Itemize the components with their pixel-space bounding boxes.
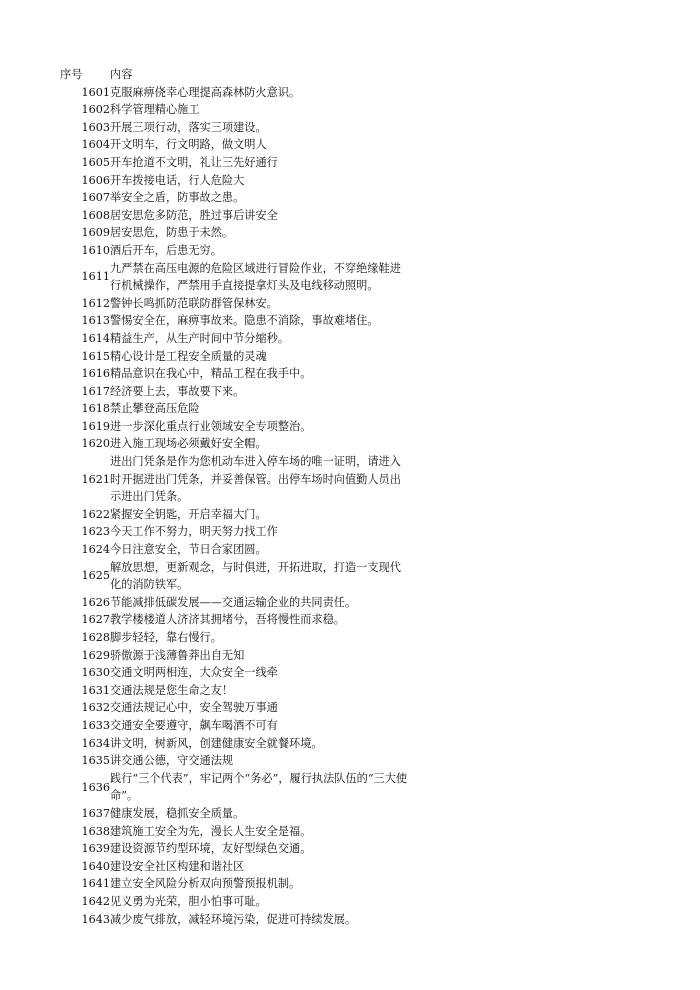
- row-number: 1618: [81, 402, 110, 416]
- row-number: 1608: [81, 208, 110, 222]
- table-row: [60, 295, 410, 313]
- row-content: 开展三项行动，落实三项建设。: [110, 120, 267, 134]
- row-number: 1623: [81, 525, 110, 539]
- row-number: 1637: [81, 806, 110, 820]
- table-row: [60, 858, 410, 876]
- row-content: 解放思想，更新观念，与时俱进，开拓进取，打造一支现代化的消防铁军。: [110, 560, 401, 592]
- table-row: [60, 699, 410, 717]
- header-content: 内容: [110, 68, 133, 81]
- row-content: 建设资源节约型环境，友好型绿色交通。: [110, 842, 312, 856]
- row-number: 1635: [81, 754, 110, 768]
- row-content: 健康发展，稳抓安全质量。: [110, 806, 245, 820]
- row-number: 1626: [81, 595, 110, 609]
- row-content: 酒后开车，后患无穷。: [110, 243, 222, 257]
- row-number: 1605: [81, 155, 110, 169]
- table-body: [60, 84, 410, 929]
- row-number: 1602: [81, 103, 110, 117]
- row-number: 1629: [81, 648, 110, 662]
- table-row: [60, 224, 410, 242]
- row-content: 九严禁在高压电源的危险区域进行冒险作业，不穿绝缘鞋进行机械操作，严禁用手直接提拿灯头及电线移动照明。: [110, 261, 401, 293]
- row-number: 1604: [81, 138, 110, 152]
- row-number: 1641: [81, 877, 110, 891]
- row-content: 建设安全社区构建和谐社区: [110, 859, 245, 873]
- table-row: [60, 805, 410, 823]
- row-number: 1614: [81, 331, 110, 345]
- row-number: 1615: [81, 349, 110, 363]
- row-number: 1625: [81, 569, 110, 583]
- table-row: [60, 594, 410, 612]
- row-content: 开车拨接电话，行人危险大: [110, 173, 245, 187]
- table-row: [60, 682, 410, 700]
- row-content: 交通安全要遵守，飙车喝酒不可有: [110, 718, 278, 732]
- table-row: [60, 541, 410, 559]
- table-row: [60, 136, 410, 154]
- row-number: 1617: [81, 384, 110, 398]
- row-content: 见义勇为光荣，胆小怕事可耻。: [110, 894, 267, 908]
- row-number: 1633: [81, 718, 110, 732]
- row-content: 经济要上去，事故要下来。: [110, 384, 245, 398]
- table-row: [60, 506, 410, 524]
- table-row: [60, 893, 410, 911]
- row-content: 交通文明两相连，大众安全一线牵: [110, 666, 278, 680]
- table-row: [60, 717, 410, 735]
- row-number: 1636: [81, 780, 110, 794]
- table-header-row: [60, 66, 410, 84]
- row-content: 进一步深化重点行业领域安全专项整治。: [110, 419, 312, 433]
- row-number: 1621: [81, 472, 110, 486]
- row-content: 骄傲源于浅薄鲁莽出自无知: [110, 648, 245, 662]
- table-row: [60, 770, 410, 805]
- table-row: [60, 172, 410, 190]
- row-number: 1639: [81, 842, 110, 856]
- row-content: 交通法规是您生命之友！: [110, 683, 234, 697]
- table-row: [60, 348, 410, 366]
- table-row: [60, 84, 410, 102]
- row-number: 1620: [81, 437, 110, 451]
- row-number: 1631: [81, 683, 110, 697]
- row-content: 践行“三个代表”，牢记两个“务必”，履行执法队伍的“三大使命”。: [110, 771, 408, 803]
- row-number: 1622: [81, 507, 110, 521]
- table-row: [60, 260, 410, 295]
- row-content: 节能减排低碳发展——交通运输企业的共同责任。: [110, 595, 357, 609]
- row-content: 科学管理精心施工: [110, 103, 200, 117]
- row-number: 1609: [81, 226, 110, 240]
- row-content: 建筑施工安全为先，漫长人生安全是福。: [110, 824, 312, 838]
- row-content: 举安全之盾，防事故之患。: [110, 191, 245, 205]
- row-number: 1616: [81, 367, 110, 381]
- table-row: [60, 383, 410, 401]
- table-row: [60, 629, 410, 647]
- row-content: 精心设计是工程安全质量的灵魂: [110, 349, 267, 363]
- table-row: [60, 207, 410, 225]
- row-content: 警惕安全在，麻痹事故来。隐患不消除，事故难堵住。: [110, 314, 379, 328]
- row-number: 1619: [81, 419, 110, 433]
- row-number: 1628: [81, 631, 110, 644]
- row-content: 精益生产，从生产时间中节分缩秒。: [110, 331, 290, 345]
- row-content: 教学楼楼道人济济其拥堵兮，吾将慢性而求稳。: [110, 613, 345, 627]
- row-content: 进出门凭条是作为您机动车进入停车场的唯一证明，请进入时开据进出门凭条，并妥善保管。出停车场时向值勤人员出示进出门凭条。: [110, 455, 401, 504]
- row-number: 1638: [81, 824, 110, 838]
- table-row: [60, 823, 410, 841]
- row-number: 1634: [81, 736, 110, 750]
- row-content: 克服麻痹侥幸心理提高森林防火意识。: [110, 85, 301, 99]
- table-row: [60, 752, 410, 770]
- row-number: 1630: [81, 666, 110, 680]
- row-content: 建立安全风险分析双向预警预报机制。: [110, 877, 301, 891]
- row-number: 1601: [81, 85, 110, 99]
- table-row: [60, 189, 410, 207]
- row-content: 精品意识在我心中，精品工程在我手中。: [110, 367, 312, 381]
- table-row: [60, 875, 410, 893]
- row-content: 交通法规记心中，安全驾驶万事通: [110, 701, 278, 715]
- row-number: 1610: [81, 243, 110, 257]
- row-number: 1627: [81, 613, 110, 627]
- table-row: [60, 647, 410, 665]
- table-row: [60, 119, 410, 137]
- table-row: [60, 312, 410, 330]
- table-row: [60, 840, 410, 858]
- row-number: 1640: [81, 859, 110, 873]
- table-row: [60, 435, 410, 453]
- row-content: 进入施工现场必须戴好安全帽。: [110, 437, 267, 451]
- row-number: 1611: [81, 270, 110, 284]
- row-content: 讲文明，树新风，创建健康安全就餐环境。: [110, 736, 323, 750]
- row-content: 减少废气排放，减轻环境污染，促进可持续发展。: [110, 912, 357, 926]
- row-content: 讲交通公德，守交通法规: [110, 754, 234, 768]
- row-content: 警钟长鸣抓防范联防群管保林安。: [110, 296, 278, 310]
- row-number: 1607: [81, 191, 110, 205]
- row-content: 禁止攀登高压危险: [110, 402, 200, 416]
- row-content: 居安思危多防范，胜过事后讲安全: [110, 208, 278, 222]
- table-row: [60, 735, 410, 753]
- row-content: 紧握安全钥匙，开启幸福大门。: [110, 507, 267, 521]
- table-row: [60, 330, 410, 348]
- row-content: 今天工作不努力，明天努力找工作: [110, 525, 278, 539]
- table-row: [60, 101, 410, 119]
- row-number: 1643: [81, 912, 110, 926]
- table-row: [60, 242, 410, 260]
- table-row: [60, 523, 410, 541]
- row-number: 1603: [81, 120, 110, 134]
- table-row: [60, 611, 410, 629]
- row-content: 开车抢道不文明，礼让三先好通行: [110, 155, 278, 169]
- row-number: 1613: [81, 314, 110, 328]
- row-number: 1632: [81, 701, 110, 715]
- table-row: [60, 911, 410, 929]
- table-row: [60, 400, 410, 418]
- table-row: [60, 664, 410, 682]
- table-row: [60, 559, 410, 594]
- row-content: 今日注意安全，节日合家团圆。: [110, 543, 267, 557]
- table-row: [60, 154, 410, 172]
- row-number: 1624: [81, 543, 110, 557]
- table-row: [60, 418, 410, 436]
- row-number: 1642: [81, 894, 110, 908]
- slogan-table: [60, 66, 410, 928]
- row-number: 1606: [81, 173, 110, 187]
- row-content: 开文明车，行文明路，做文明人: [110, 138, 267, 152]
- row-number: 1612: [81, 296, 110, 310]
- table-row: [60, 365, 410, 383]
- row-content: 居安思危，防患于未然。: [110, 226, 234, 240]
- header-number: 序号: [60, 68, 83, 81]
- table-row: [60, 453, 410, 506]
- row-content: 脚步轻轻，靠右慢行。: [110, 631, 222, 644]
